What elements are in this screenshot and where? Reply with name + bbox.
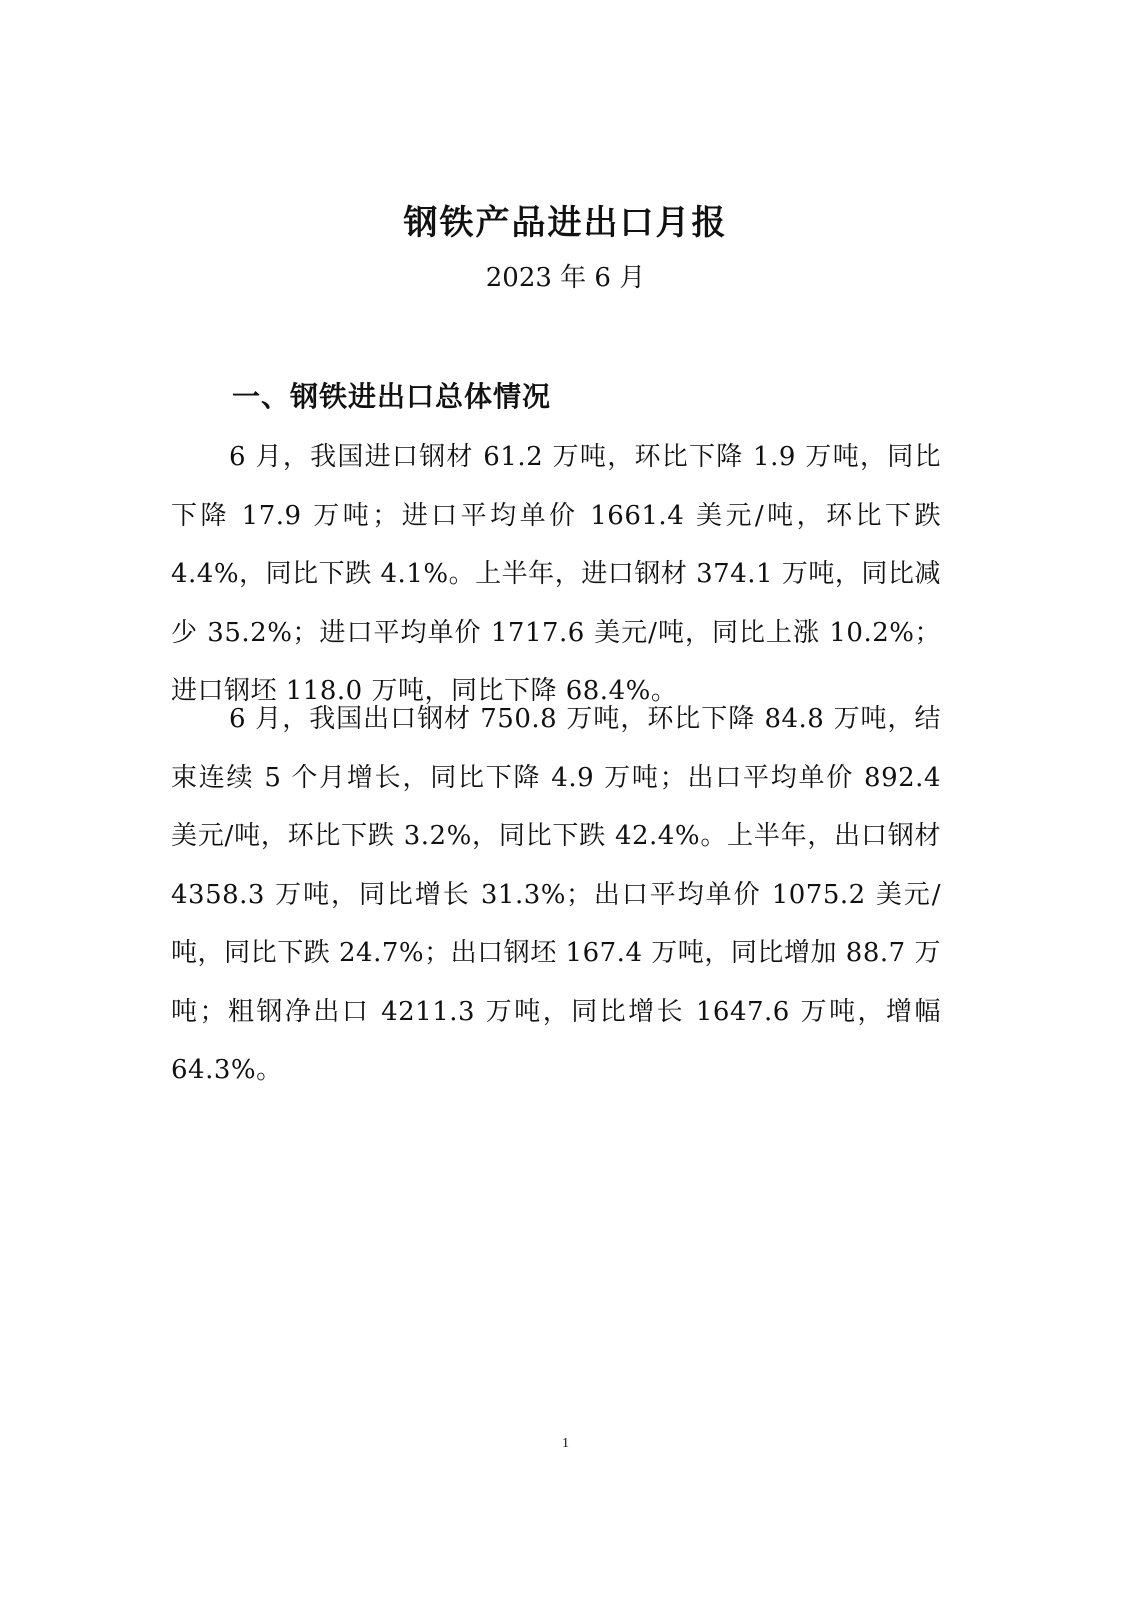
document-title: 钢铁产品进出口月报: [403, 203, 728, 243]
paragraph-imports: 6 月，我国进口钢材 61.2 万吨，环比下降 1.9 万吨，同比下降 17.9 万吨；进口平均单价 1661.4 美元/吨，环比下跌 4.4%，同比下跌 4.1%。上半年，进口钢材 374.1 万吨，同比减少 35.2%；进口平均单价 1717.6 美元/吨，同比上涨 10.2%；进口钢坯 118.0 万吨，同比下降 68.4%。: [171, 442, 941, 706]
page-number: 1: [562, 1436, 569, 1451]
paragraph-exports: 6 月，我国出口钢材 750.8 万吨，环比下降 84.8 万吨，结束连续 5 个月增长，同比下降 4.9 万吨；出口平均单价 892.4 美元/吨，环比下跌 3.2%，同比下跌 42.4%。上半年，出口钢材 4358.3 万吨，同比增长 31.3%；出口平均单价 1075.2 美元/吨，同比下跌 24.7%；出口钢坯 167.4 万吨，同比增加 88.7 万吨；粗钢净出口 4211.3 万吨，同比增长 1647.6 万吨，增幅 64.3%。: [171, 704, 941, 1085]
section-heading: 一、钢铁进出口总体情况: [232, 380, 552, 413]
report-date: 2023 年 6 月: [485, 263, 646, 293]
